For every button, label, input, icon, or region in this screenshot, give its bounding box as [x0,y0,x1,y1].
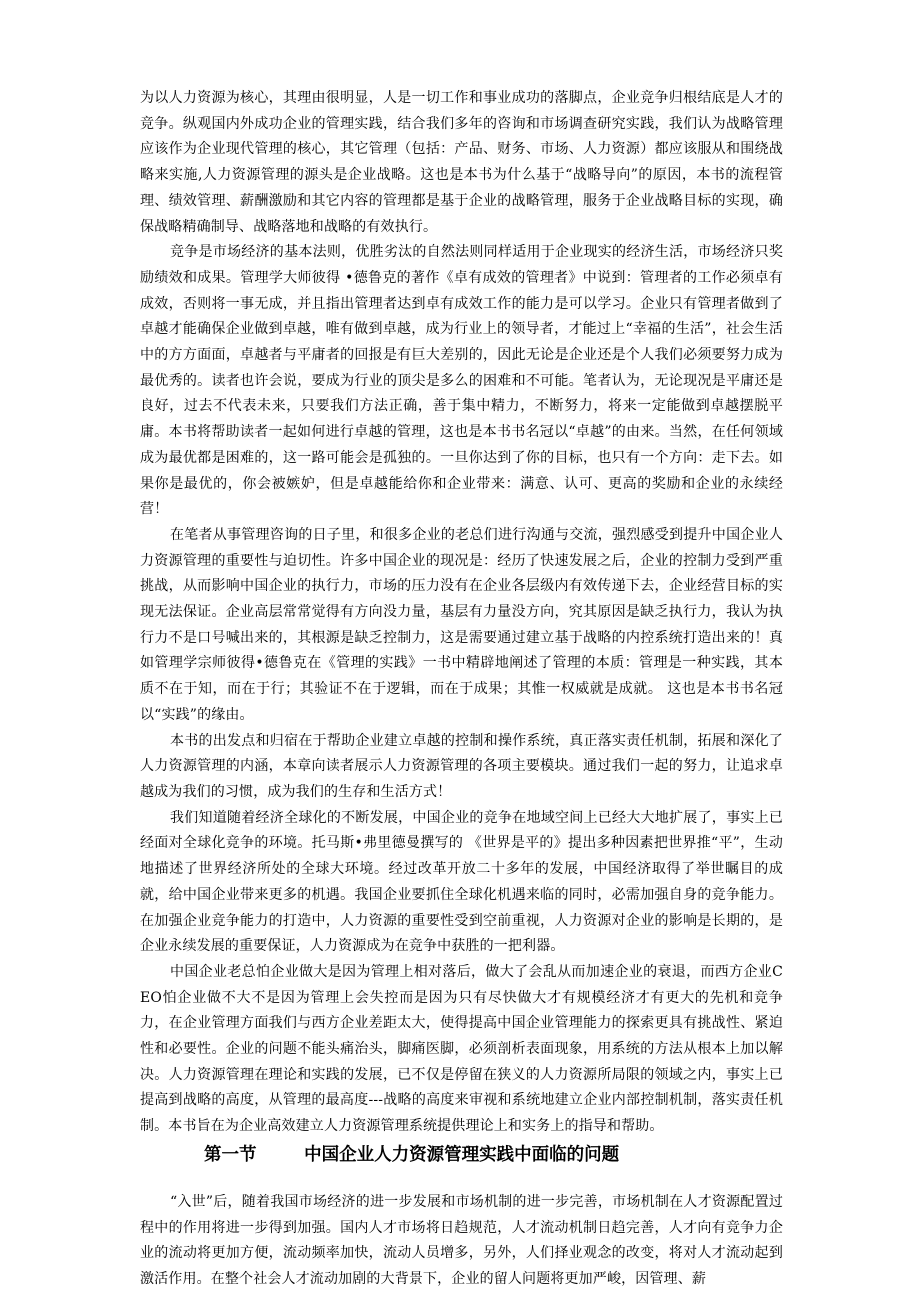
document-page [140,86,783,1293]
paragraph-competition-excellence: 竞争是市场经济的基本法则，优胜劣汰的自然法则同样适用于企业现实的经济生活，市场经济只奖励绩效和成果。管理学大师彼得 •德鲁克的著作《卓有成效的管理者》中说到：管理者的工作必须卓有成效，否则将一事无成，并且指出管理者达到卓有成效工作的能力是可以学习。企业只有管理者做到了卓越才能确保企业做到卓越，唯有做到卓越，成为行业上的领导者，才能过上“幸福的生活”，社会生活中的方方面面，卓越者与平庸者的回报是有巨大差别的，因此无论是企业还是个人我们必须要努力成为最优秀的。读者也许会说，要成为行业的顶尖是多么的困难和不可能。笔者认为，无论现况是平庸还是良好，过去不代表未来，只要我们方法正确，善于集中精力，不断努力，将来一定能做到卓越摆脱平庸。本书将帮助读者一起如何进行卓越的管理，这也是本书书名冠以“卓越”的由来。当然，在任何领域成为最优都是困难的，这一路可能会是孤独的。一旦你达到了你的目标，也只有一个方向：走下去。如果你是最优的，你会被嫉妒，但是卓越能给你和企业带来：满意、认可、更高的奖励和企业的永续经营！ [140,244,783,518]
section-title: 中国企业人力资源管理实践中面临的问题 [304,1144,620,1165]
paragraph-execution-control: 在笔者从事管理咨询的日子里，和很多企业的老总们进行沟通与交流，强烈感受到提升中国企业人力资源管理的重要性与迫切性。许多中国企业的现况是：经历了快速发展之后，企业的控制力受到严重挑战，从而影响中国企业的执行力，市场的压力没有在企业各层级内有效传递下去，企业经营目标的实现无法保证。企业高层常常觉得有方向没力量，基层有力量没方向，究其原因是缺乏执行力，我认为执行力不是口号喊出来的，其根源是缺乏控制力，这是需要通过建立基于战略的内控系统打造出来的！真如管理学宗师彼得•德鲁克在《管理的实践》一书中精辟地阐述了管理的本质：管理是一种实践，其本质不在于知，而在于行；其验证不在于逻辑，而在于成果；其惟一权威就是成就。 这也是本书书名冠以“实践”的缘由。 [140,526,783,723]
section-spacer [140,1169,783,1190]
section-number: 第一节 [204,1144,257,1165]
section-heading [140,1141,783,1169]
paragraph-globalization: 我们知道随着经济全球化的不断发展，中国企业的竞争在地域空间上已经大大地扩展了，事实上已经面对全球化竞争的环境。托马斯•弗里德曼撰写的 《世界是平的》提出多种因素把世界推“平”，生动地描述了世界经济所处的全球大环境。经过改革开放二十多年的发展，中国经济取得了举世瞩目的成就，给中国企业带来更多的机遇。我国企业要抓住全球化机遇来临的同时，必需加强自身的竞争能力。在加强企业竞争能力的打造中，人力资源的重要性受到空前重视，人力资源对企业的影响是长期的，是企业永续发展的重要保证，人力资源成为在竞争中获胜的一把利器。 [140,809,783,955]
paragraph-book-purpose: 本书的出发点和归宿在于帮助企业建立卓越的控制和操作系统，真正落实责任机制，拓展和深化了人力资源管理的内涵，本章向读者展示人力资源管理的各项主要模块。通过我们一起的努力，让追求卓越成为我们的习惯，成为我们的生存和生活方式！ [140,732,783,800]
paragraph-management-gap: 中国企业老总怕企业做大是因为管理上相对落后，做大了会乱从而加速企业的衰退，而西方企业CEO怕企业做不大不是因为管理上会失控而是因为只有尽快做大才有规模经济才有更大的先机和竞争力，在企业管理方面我们与西方企业差距太大，使得提高中国企业管理能力的探索更具有挑战性、紧迫性和必要性。企业的问题不能头痛治头，脚痛医脚，必须剖析表面现象，用系统的方法从根本上加以解决。人力资源管理在理论和实践的发展，已不仅是停留在狭义的人力资源所局限的领域之内，事实上已提高到战略的高度，从管理的最高度---战略的高度来审视和系统地建立企业内部控制机制，落实责任机制。本书旨在为企业高效建立人力资源管理系统提供理论上和实务上的指导和帮助。 [140,963,783,1135]
paragraph-strategy-core: 为以人力资源为核心，其理由很明显，人是一切工作和事业成功的落脚点，企业竞争归根结底是人才的竞争。纵观国内外成功企业的管理实践，结合我们多年的咨询和市场调查研究实践，我们认为战略管理应该作为企业现代管理的核心，其它管理（包括：产品、财务、市场、人力资源）都应该服从和围绕战略来实施,人力资源管理的源头是企业战略。这也是本书为什么基于“战略导向”的原因，本书的流程管理、绩效管理、薪酬激励和其它内容的管理都是基于企业的战略管理，服务于企业战略目标的实现，确保战略精确制导、战略落地和战略的有效执行。 [140,90,783,235]
paragraph-wto-talent: “入世”后，随着我国市场经济的进一步发展和市场机制的进一步完善，市场机制在人才资源配置过程中的作用将进一步得到加强。国内人才市场将日趋规范，人才流动机制日趋完善，人才向有竞争力企业的流动将更加方便，流动频率加快，流动人员增多，另外，人们择业观念的改变，将对人才流动起到激活作用。在整个社会人才流动加剧的大背景下，企业的留人问题将更加严峻，因管理、薪 [140,1193,783,1287]
